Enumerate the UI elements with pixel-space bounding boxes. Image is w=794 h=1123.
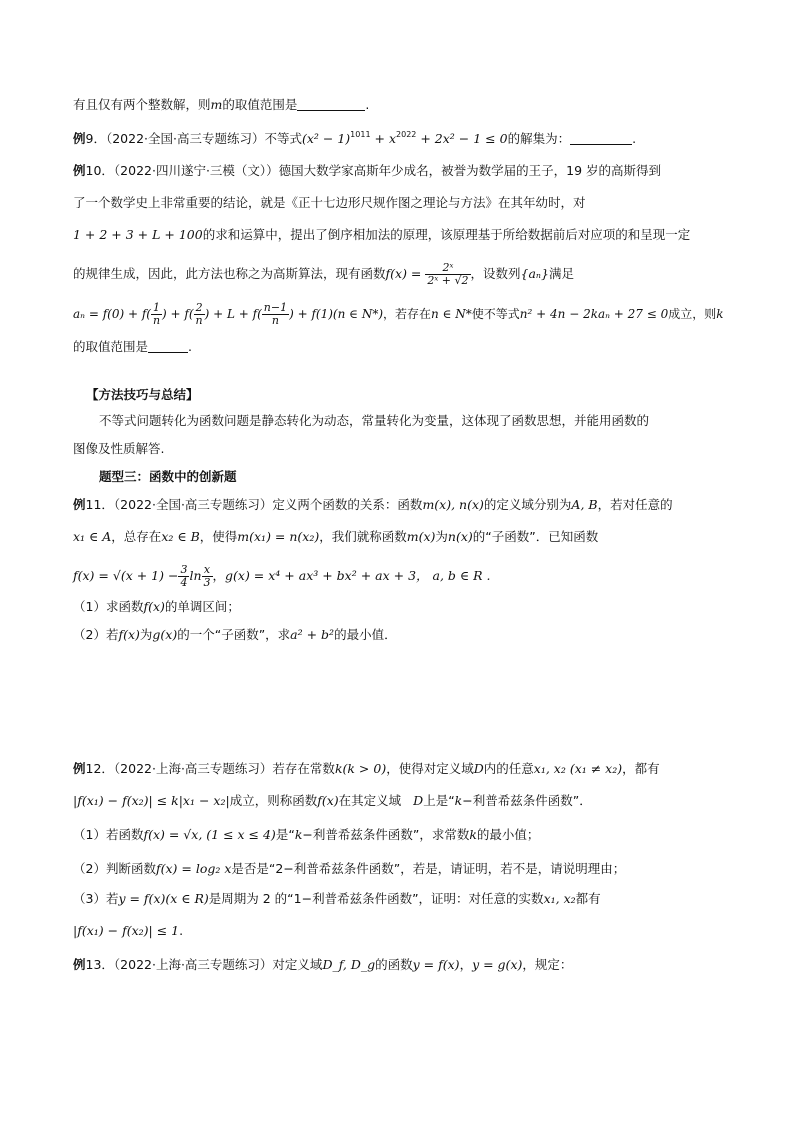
- example-10-line2: 了一个数学史上非常重要的结论，就是《正十七边形尺规作图之理论与方法》在其年幼时，对: [73, 195, 586, 210]
- type3-title: 题型三：函数中的创新题: [99, 469, 237, 484]
- example-11-line2: x₁ ∈ A，总存在x₂ ∈ B，使得m(x₁) = n(x₂)，我们就称函数m(x)为n(x)的“子函数”．已知函数: [73, 529, 599, 544]
- example-12-line1: 例12．（2022·上海·高三专题练习）若存在常数k(k > 0)，使得对定义域D内的任意x₁, x₂ (x₁ ≠ x₂)，都有: [73, 761, 660, 776]
- example-9: 例9．（2022·全国·高三专题练习）不等式$(x^2 - 1)^{1011} + x^{2022} + 2x^2 - 1 \le 0$的解集为： .: [73, 130, 637, 146]
- method-title: 【方法技巧与总结】: [86, 387, 199, 402]
- example-11-question2: （2）若f(x)为g(x)的一个“子函数”，求a² + b²的最小值．: [73, 627, 397, 642]
- example-10-line4: 的规律生成，因此，此方法也称之为高斯算法，现有函数f(x) = $\frac{\text{2ˣ}}{\text{2ˣ + √2}}$ ，设数列{aₙ}满足: [73, 261, 574, 287]
- method-text-line2: 图像及性质解答.: [73, 441, 165, 456]
- example-10-line6: 的取值范围是 .: [73, 339, 192, 354]
- example-10-line5: aₙ = f(0) + f( $\frac{1}{n}$ ) + f( $\frac{2}{n}$ ) + L + f( $\frac{n-1}{n}$ ) + f(1)(n ∈ N*)，若存在n ∈ N*使不等式n² + 4n − 2kaₙ + 27 ≤ 0成立，则k: [73, 301, 724, 327]
- fraction: $\frac{n-1}{n}$: [263, 301, 288, 327]
- fraction: $\frac{3}{4}$: [180, 563, 188, 589]
- fraction: $\frac{1}{n}$: [152, 301, 161, 327]
- example-12-question2: （2）判断函数f(x) = log₂ x是否是“2−利普希兹条件函数”，若是，请证明，若不是，请说明理由；: [73, 861, 626, 876]
- fraction: $\frac{2}{n}$: [195, 301, 203, 327]
- example-11-question1: （1）求函数f(x)的单调区间；: [73, 599, 240, 614]
- fraction: $\frac{x}{3}$: [203, 563, 211, 589]
- example-12-question3: （3）若y = f(x)(x ∈ R)是周期为 2 的“1−利普希兹条件函数”，证明：对任意的实数x₁, x₂都有: [73, 891, 601, 906]
- example-12-line2: |f(x₁) − f(x₂)| ≤ k|x₁ − x₂|成立，则称函数f(x)在其定义域 D上是“k−利普希兹条件函数”．: [73, 793, 592, 808]
- example-10-line1: 例10．（2022·四川遂宁·三模（文））德国大数学家高斯年少成名，被誉为数学届的王子，19 岁的高斯得到: [73, 163, 662, 178]
- method-text-line1: 不等式问题转化为函数问题是静态转化为动态，常量转化为变量，这体现了函数思想，并能用函数的: [99, 413, 650, 428]
- answer-blank: [297, 98, 365, 111]
- fraction: $\frac{\text{2ˣ}}{\text{2ˣ + √2}}$: [427, 261, 469, 287]
- example-13-line1: 例13．（2022·上海·高三专题练习）对定义域D_f, D_g的函数y = f(x)，y = g(x)，规定：: [73, 957, 573, 972]
- answer-blank: [570, 132, 632, 145]
- example-12-question3-cont: |f(x₁) − f(x₂)| ≤ 1.: [73, 923, 184, 938]
- example-11-line1: 例11．（2022·全国·高三专题练习）定义两个函数的关系：函数m(x), n(x)的定义域分别为A, B，若对任意的: [73, 497, 673, 512]
- example-12-question1: （1）若函数f(x) = √x, (1 ≤ x ≤ 4)是“k−利普希兹条件函数”，求常数k的最小值；: [73, 827, 540, 842]
- example-10-line3: 1 + 2 + 3 + L + 100的求和运算中，提出了倒序相加法的原理，该原理基于所给数据前后对应项的和呈现一定: [73, 227, 691, 242]
- answer-blank: [148, 340, 188, 353]
- example-11-line3: f(x) = √(x + 1) − $\frac{3}{4}$ ln $\frac{x}{3}$ ，g(x) = x⁴ + ax³ + bx² + ax + 3， a, b ∈ R .: [73, 563, 491, 589]
- ex8-continuation: 有且仅有两个整数解，则m的取值范围是 .: [73, 97, 370, 112]
